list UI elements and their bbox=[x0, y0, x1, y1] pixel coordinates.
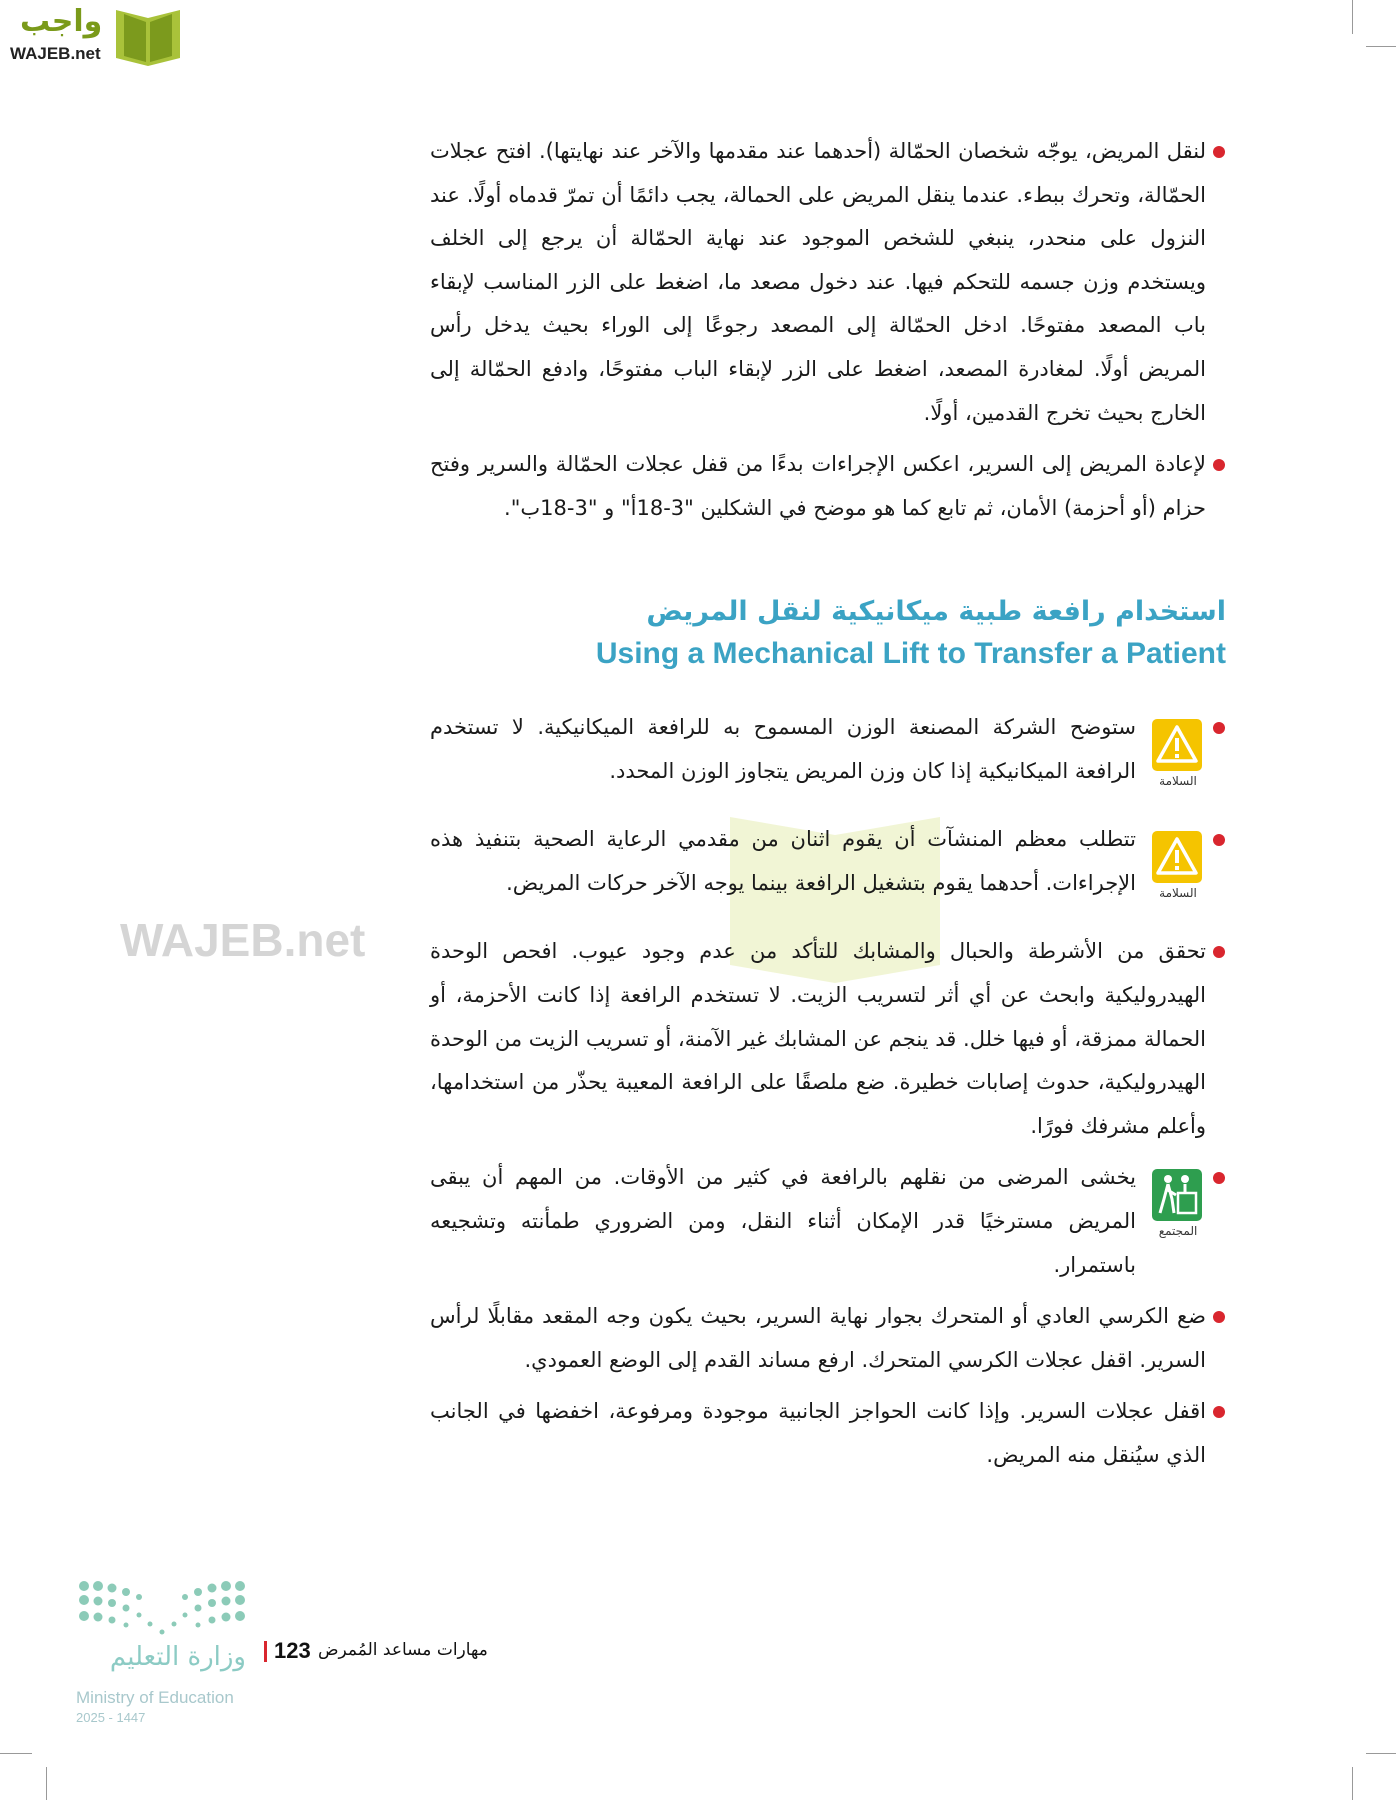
list-item bbox=[430, 1156, 1226, 1287]
main-content bbox=[430, 130, 1226, 1485]
crop-mark bbox=[0, 1753, 32, 1754]
community-label: المجتمع bbox=[1158, 1224, 1198, 1239]
wajeb-logo[interactable] bbox=[8, 4, 188, 68]
safety-label: السلامة bbox=[1159, 886, 1197, 901]
bullet bbox=[1213, 722, 1225, 734]
ministry-year: 2025 - 1447 bbox=[76, 1710, 146, 1725]
list-item bbox=[430, 930, 1226, 1148]
list-item bbox=[430, 1295, 1226, 1382]
safety-warning-icon bbox=[1152, 719, 1202, 771]
book-title: مهارات مساعد المُمرض bbox=[318, 1640, 488, 1660]
section-heading bbox=[430, 592, 1226, 676]
crop-mark bbox=[1366, 46, 1396, 47]
bullet bbox=[1213, 146, 1225, 158]
list-item bbox=[430, 706, 1226, 810]
list-item bbox=[430, 818, 1226, 922]
page-number: 123 bbox=[274, 1638, 311, 1663]
paragraph-position-chair: ضع الكرسي العادي أو المتحرك بجوار نهاية السرير، بحيث يكون وجه المقعد مقابلًا لرأس السرير. اقفل عجلات الكرسي المتحرك. ارفع مساند القدم إلى الوضع العمودي. bbox=[430, 1304, 1206, 1372]
list-item bbox=[430, 130, 1226, 435]
crop-mark bbox=[1366, 1753, 1396, 1754]
paragraph-return-to-bed: لإعادة المريض إلى السرير، اعكس الإجراءات بدءًا من قفل عجلات الحمّالة والسرير وفتح حزام (أو أحزمة) الأمان، ثم تابع كما هو موضح في الشكلين "3-18أ" و "3-18ب". bbox=[430, 452, 1206, 520]
ministry-name-en: Ministry of Education bbox=[76, 1688, 234, 1707]
bullet bbox=[1213, 1172, 1225, 1184]
list-item bbox=[430, 1390, 1226, 1477]
community-item-reassure-patient: يخشى المرضى من نقلهم بالرافعة في كثير من الأوقات. من المهم أن يبقى المريض مسترخيًا قدر الإمكان أثناء النقل، ومن الضروري طمأنته وتشجيعه باستمرار. bbox=[430, 1165, 1136, 1277]
logo-text-en: WAJEB.net bbox=[10, 44, 101, 63]
safety-item-weight-limit: ستوضح الشركة المصنعة الوزن المسموح به للرافعة الميكانيكية. لا تستخدم الرافعة الميكانيكية إذا كان وزن المريض يتجاوز الوزن المحدد. bbox=[430, 715, 1136, 783]
paragraph-stretcher-transport: لنقل المريض، يوجّه شخصان الحمّالة (أحدهما عند مقدمها والآخر عند نهايتها). افتح عجلات الحمّالة، وتحرك ببطء. عندما ينقل المريض على الحمالة، يجب دائمًا أن تمرّ قدماه أولًا. عند النزول على منحدر، ينبغي للشخص الموجود عند نهاية الحمّالة أن يرجع إلى الخلف ويستخدم وزن جسمه للتحكم فيها. عند دخول مصعد ما، اضغط على الزر المناسب لإبقاء باب المصعد مفتوحًا. ادخل الحمّالة إلى المصعد رجوعًا إلى الوراء بحيث يدخل رأس المريض أولًا. لمغادرة المصعد، اضغط على الزر لإبقاء الباب مفتوحًا، وادفع الحمّالة إلى الخارج بحيث تخرج القدمين، أولًا. bbox=[430, 139, 1206, 425]
ministry-logo bbox=[76, 1580, 256, 1730]
paragraph-lock-bed-wheels: اقفل عجلات السرير. وإذا كانت الحواجز الجانبية موجودة ومرفوعة، اخفضها في الجانب الذي سيُنقل منه المريض. bbox=[430, 1399, 1206, 1467]
ministry-name-ar: وزارة التعليم bbox=[109, 1642, 246, 1672]
safety-label: السلامة bbox=[1159, 774, 1197, 789]
ministry-dots-icon bbox=[76, 1580, 248, 1636]
safety-warning-icon bbox=[1152, 831, 1202, 883]
bullet bbox=[1213, 459, 1225, 471]
crop-mark bbox=[1352, 1767, 1353, 1800]
safety-item-two-caregivers: تتطلب معظم المنشآت أن يقوم اثنان من مقدمي الرعاية الصحية بتنفيذ هذه الإجراءات. أحدهما يقوم بتشغيل الرافعة بينما يوجه الآخر حركات المريض. bbox=[430, 827, 1136, 895]
list-item bbox=[430, 443, 1226, 530]
bullet bbox=[1213, 1311, 1225, 1323]
paragraph-inspect-lift: تحقق من الأشرطة والحبال والمشابك للتأكد من عدم وجود عيوب. افحص الوحدة الهيدروليكية وابحث عن أي أثر لتسريب الزيت. لا تستخدم الرافعة إذا كانت الأحزمة، أو الحمالة ممزقة، أو فيها خلل. قد ينجم عن المشابك غير الآمنة، أو تسريب الزيت من الوحدة الهيدروليكية، حدوث إصابات خطيرة. ضع ملصقًا على الرافعة المعيبة يحذّر من استخدامها، وأعلم مشرفك فورًا. bbox=[430, 939, 1206, 1138]
logo-text-ar: واجب bbox=[20, 4, 103, 39]
bullet bbox=[1213, 1406, 1225, 1418]
bullet bbox=[1213, 834, 1225, 846]
book-icon bbox=[108, 6, 188, 68]
section-title-en: Using a Mechanical Lift to Transfer a Patient bbox=[595, 637, 1226, 671]
bullet bbox=[1213, 946, 1225, 958]
crop-mark bbox=[1352, 0, 1353, 34]
crop-mark bbox=[46, 1767, 47, 1800]
watermark-text: WAJEB.net bbox=[120, 914, 366, 966]
section-title-ar: استخدام رافعة طبية ميكانيكية لنقل المريض bbox=[646, 596, 1226, 628]
community-icon bbox=[1152, 1169, 1202, 1221]
page-number-divider bbox=[264, 1641, 267, 1662]
